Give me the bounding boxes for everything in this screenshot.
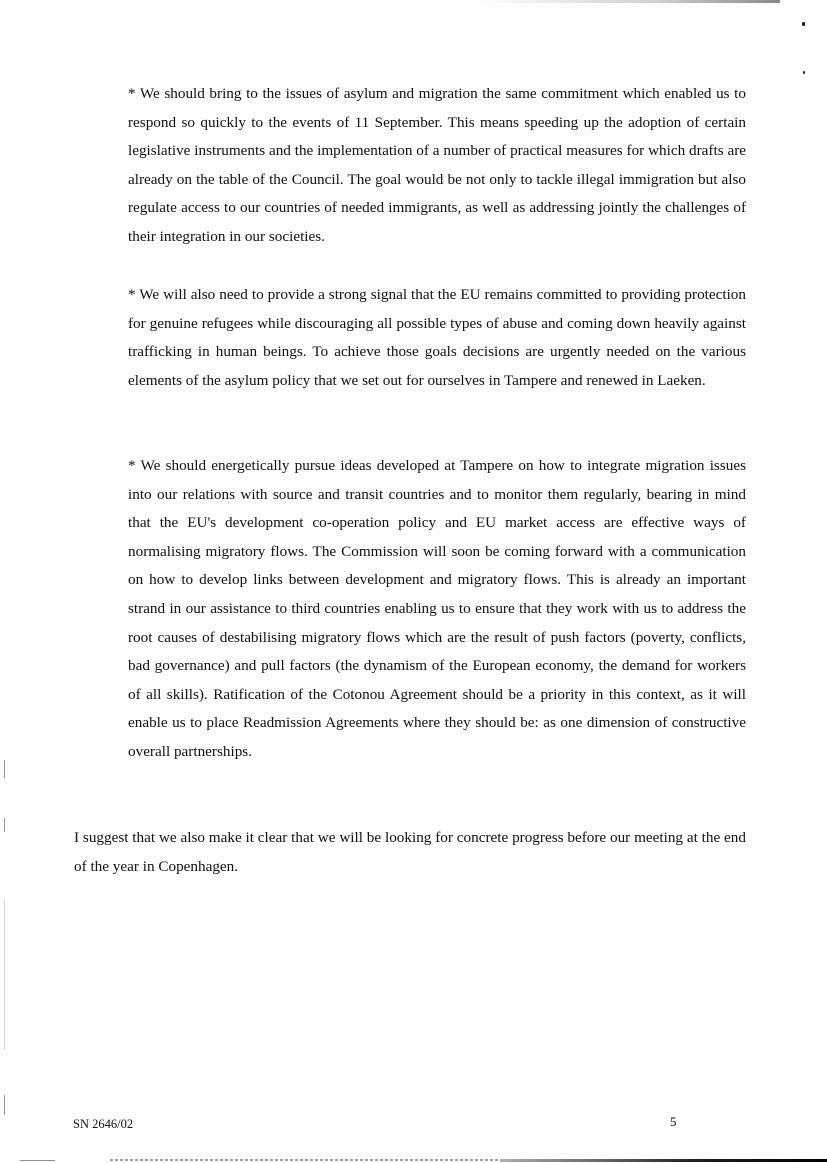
page-number: 5: [670, 1114, 677, 1129]
paragraph-refugee-protection: * We will also need to provide a strong signal that the EU remains committed to providing protection for genuine refugees while discouraging all possible types of abuse and coming down heavily against trafficking in human beings. To achieve those goals decisions are urgently needed on the various elements of the asylum policy that we set out for ourselves in Tampere and renewed in Laeken.: [128, 286, 746, 389]
scan-edge-mark: [4, 760, 5, 778]
scan-top-streak: [480, 0, 780, 3]
paragraph-concrete-progress: I suggest that we also make it clear that we will be looking for concrete progress before our meeting at the end of the year in Copenhagen.: [74, 829, 746, 875]
scan-edge-mark: [4, 1095, 5, 1115]
scan-edge-mark: [4, 900, 5, 1050]
scan-bottom-edge: [0, 1157, 827, 1163]
paragraph-migration-relations: * We should energetically pursue ideas developed at Tampere on how to integrate migration issues into our relations with source and transit countries and to monitor them regularly, bearing in mind that the EU's development co-operation policy and EU market access are effective ways of normalising migratory flows. The Commission will soon be coming forward with a communication on how to develop links between development and migratory flows. This is already an important strand in our assistance to third countries enabling us to ensure that they work with us to address the root causes of destabilising migratory flows which are the result of push factors (poverty, conflicts, bad governance) and pull factors (the dynamism of the European economy, the demand for workers of all skills). Ratification of the Cotonou Agreement should be a priority in this context, as it will enable us to place Readmission Agreements where they should be: as one dimension of constructive overall partnerships.: [128, 457, 746, 760]
scan-speck: [802, 22, 805, 26]
paragraph-asylum-commitment: * We should bring to the issues of asylum and migration the same commitment which enabled us to respond so quickly to the events of 11 September. This means speeding up the adoption of certain legislative instruments and the implementation of a number of practical measures for which drafts are already on the table of the Council. The goal would be not only to tackle illegal immigration but also regulate access to our countries of needed immigrants, as well as addressing jointly the challenges of their integration in our societies.: [128, 85, 746, 245]
scan-speck: [803, 71, 805, 74]
scan-edge-mark: [4, 818, 5, 832]
document-reference: SN 2646/02: [73, 1117, 134, 1131]
